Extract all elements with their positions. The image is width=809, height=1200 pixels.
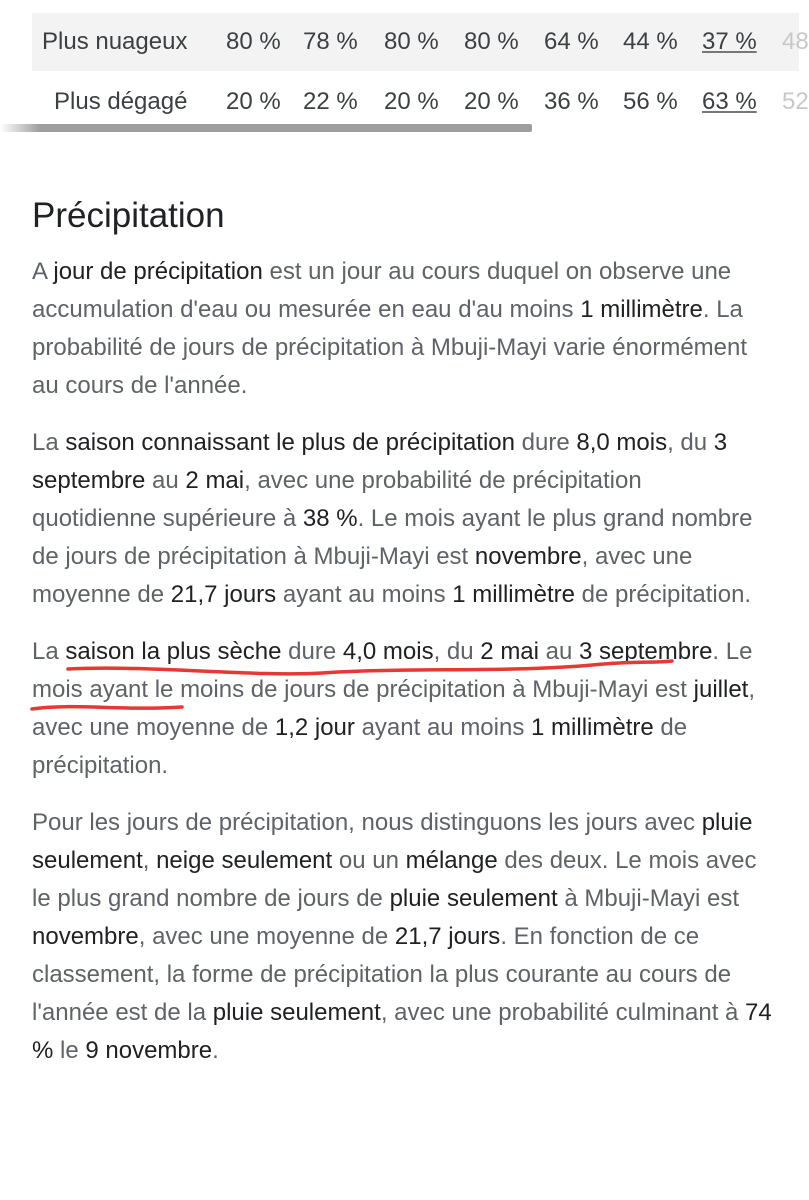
text: , avec une moyenne de	[138, 923, 395, 950]
highlight: 1 millimètre	[531, 714, 654, 741]
highlight: neige seulement	[156, 847, 333, 874]
table-cell-highlighted[interactable]: 37 %	[702, 28, 757, 55]
table-row-plus-degage	[32, 73, 809, 131]
text: . Le mois ayant le moins de jours de précipitation à Mbuji-Mayi est	[32, 638, 753, 703]
text: A	[32, 258, 54, 285]
text: dure	[281, 638, 343, 665]
text: , avec une probabilité culminant à	[380, 999, 746, 1026]
highlight: 1,2 jour	[274, 714, 355, 741]
highlight: 3 septembre	[579, 638, 713, 665]
horizontal-scrollbar[interactable]	[0, 124, 532, 132]
text: , du	[433, 638, 481, 665]
highlight: novembre	[32, 923, 139, 950]
text: , avec une moyenne de	[32, 676, 756, 741]
text: . La probabilité de jours de précipitation à Mbuji-Mayi varie énormément au cours de l'année.	[32, 296, 748, 399]
text: dure	[515, 429, 577, 456]
section-heading: Précipitation	[32, 196, 225, 235]
table-cell: 44 %	[623, 28, 678, 55]
highlight: 2 mai	[480, 638, 539, 665]
highlight: 1 millimètre	[452, 581, 575, 608]
table-cell: 36 %	[544, 88, 599, 115]
highlight: mélange	[405, 847, 498, 874]
text: ayant au moins	[276, 581, 453, 608]
paragraph-wet-season	[32, 424, 772, 614]
paragraph-definition	[32, 253, 772, 405]
table-cell: 20 %	[464, 88, 519, 115]
table-cell-highlighted[interactable]: 63 %	[702, 88, 757, 115]
text: est un jour au cours duquel on observe une accumulation d'eau ou mesurée en eau d'au moins	[32, 258, 732, 323]
highlight: 3 septembre	[32, 429, 728, 494]
cloud-cover-table[interactable]	[0, 0, 809, 135]
highlight: saison la plus sèche	[65, 638, 282, 665]
highlight: 9 novembre	[85, 1037, 213, 1064]
highlight: novembre	[474, 543, 582, 570]
highlight: saison connaissant le plus de précipitation	[65, 429, 515, 456]
table-cell: 56 %	[623, 88, 678, 115]
highlight: 2 mai	[185, 467, 245, 494]
table-cell: 64 %	[544, 28, 599, 55]
table-row-plus-nuageux	[32, 13, 809, 71]
table-cell: 20 %	[384, 88, 439, 115]
paragraph-dry-season	[32, 633, 772, 785]
text: à Mbuji-Mayi est	[557, 885, 740, 912]
table-cell: 22 %	[303, 88, 358, 115]
highlight: pluie seulement	[212, 999, 381, 1026]
text: , du	[667, 429, 714, 456]
text: de précipitation.	[32, 714, 688, 779]
highlight: pluie seulement	[32, 809, 753, 874]
table-cell: 80 %	[226, 28, 281, 55]
highlight: 1 millimètre	[580, 296, 703, 323]
row-label: Plus dégagé	[54, 88, 188, 115]
row-label: Plus nuageux	[42, 28, 188, 55]
text: au	[145, 467, 186, 494]
precipitation-section	[32, 185, 772, 1070]
table-cell-partial: 48	[782, 28, 809, 55]
highlight: 21,7 jours	[394, 923, 501, 950]
paragraph-precipitation-types	[32, 804, 772, 1070]
table-cell: 80 %	[384, 28, 439, 55]
table-cell: 20 %	[226, 88, 281, 115]
text: .	[212, 1037, 219, 1064]
text: Pour les jours de précipitation, nous distinguons les jours avec	[32, 809, 702, 836]
text: ou un	[332, 847, 406, 874]
text: le	[53, 1037, 86, 1064]
text: La	[32, 429, 66, 456]
text: . Le mois ayant le plus grand nombre de jours de précipitation à Mbuji-Mayi est	[32, 505, 753, 570]
text: La	[32, 638, 66, 665]
text: . En fonction de ce classement, la forme de précipitation la plus courante au cours de l'année est de la	[32, 923, 732, 1026]
highlight: 21,7 jours	[170, 581, 277, 608]
text: de précipitation.	[574, 581, 752, 608]
table-cell: 80 %	[464, 28, 519, 55]
text: , avec une probabilité de précipitation quotidienne supérieure à	[32, 467, 642, 532]
text: , avec une moyenne de	[32, 543, 693, 608]
highlight: 8,0 mois	[576, 429, 668, 456]
highlight: 74 %	[32, 999, 772, 1064]
text: ayant au moins	[354, 714, 532, 741]
highlight: pluie seulement	[389, 885, 558, 912]
table-cell: 78 %	[303, 28, 358, 55]
text: au	[538, 638, 580, 665]
text: des deux. Le mois avec le plus grand nombre de jours de	[32, 847, 757, 912]
highlight: juillet	[693, 676, 749, 703]
highlight: jour de précipitation	[53, 258, 263, 285]
highlight: 4,0 mois	[342, 638, 434, 665]
text: ,	[142, 847, 157, 874]
table-cell-partial: 52	[782, 88, 809, 115]
highlight: 38 %	[302, 505, 358, 532]
